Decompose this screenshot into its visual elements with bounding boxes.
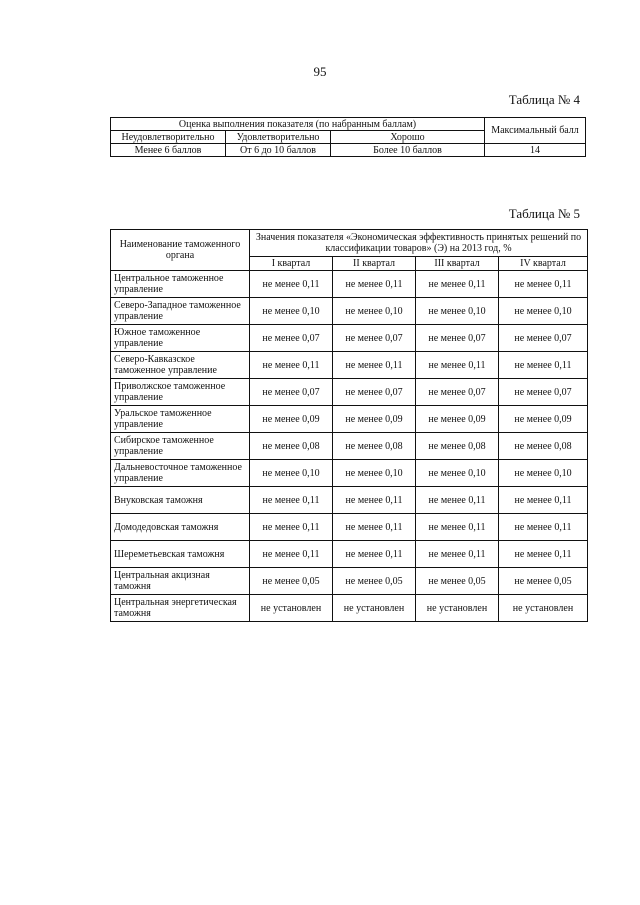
customs-org-name: Шереметьевская таможня: [111, 541, 250, 568]
table-row: [111, 271, 588, 298]
quarter-value-cell: не менее 0,09: [250, 406, 333, 433]
customs-org-name: Уральское таможенное управление: [111, 406, 250, 433]
table-row: [111, 568, 588, 595]
table-row: [111, 325, 588, 352]
quarter-value-cell: не менее 0,08: [333, 433, 416, 460]
quarter-value-cell: не менее 0,11: [499, 271, 588, 298]
table-row: [111, 487, 588, 514]
quarter-value-cell: не менее 0,11: [416, 541, 499, 568]
quarter-value-cell: не менее 0,11: [499, 487, 588, 514]
customs-org-name: Северо-Кавказское таможенное управление: [111, 352, 250, 379]
customs-org-name: Приволжское таможенное управление: [111, 379, 250, 406]
quarter-value-cell: не менее 0,11: [250, 487, 333, 514]
quarter-value-cell: не менее 0,11: [333, 514, 416, 541]
table4-cell: Менее 6 баллов: [111, 144, 226, 157]
quarter-value-cell: не менее 0,07: [499, 325, 588, 352]
quarter-value-cell: не менее 0,11: [250, 352, 333, 379]
customs-org-name: Северо-Западное таможенное управление: [111, 298, 250, 325]
quarter-value-cell: не менее 0,10: [499, 298, 588, 325]
customs-org-name: Центральная энергетическая таможня: [111, 595, 250, 622]
quarter-value-cell: не менее 0,11: [416, 271, 499, 298]
table5-values-header: Значения показателя «Экономическая эффективность принятых решений по классификации товаров» (Э) на 2013 год, %: [250, 230, 588, 257]
quarter-value-cell: не менее 0,11: [499, 352, 588, 379]
quarter-value-cell: не менее 0,10: [250, 460, 333, 487]
quarter-value-cell: не менее 0,11: [499, 541, 588, 568]
quarter-value-cell: не менее 0,08: [499, 433, 588, 460]
table-row: [111, 379, 588, 406]
quarter-value-cell: не менее 0,11: [499, 514, 588, 541]
quarter-value-cell: не менее 0,11: [333, 271, 416, 298]
quarter-value-cell: не менее 0,07: [333, 325, 416, 352]
table4-cell: Более 10 баллов: [331, 144, 485, 157]
page-number: 95: [313, 64, 327, 79]
table4-group-header: Оценка выполнения показателя (по набранным баллам): [111, 118, 485, 131]
table4-max-header: Максимальный балл: [485, 118, 586, 144]
customs-org-name: Центральное таможенное управление: [111, 271, 250, 298]
quarter-value-cell: не менее 0,11: [250, 271, 333, 298]
quarter-value-cell: не менее 0,07: [416, 379, 499, 406]
table4-cell: От 6 до 10 баллов: [226, 144, 331, 157]
table-row: [111, 298, 588, 325]
quarter-value-cell: не менее 0,09: [333, 406, 416, 433]
quarter-value-cell: не менее 0,10: [250, 298, 333, 325]
table4-col-header: Удовлетворительно: [226, 131, 331, 144]
quarter-value-cell: не менее 0,07: [333, 379, 416, 406]
table5-org-header: Наименование таможенного органа: [111, 230, 250, 271]
quarter-value-cell: не установлен: [416, 595, 499, 622]
quarter-value-cell: не менее 0,11: [333, 487, 416, 514]
quarter-value-cell: не установлен: [499, 595, 588, 622]
table-row: [111, 514, 588, 541]
quarter-value-cell: не установлен: [250, 595, 333, 622]
customs-org-name: Дальневосточное таможенное управление: [111, 460, 250, 487]
quarter-value-cell: не менее 0,05: [250, 568, 333, 595]
quarter-value-cell: не менее 0,05: [416, 568, 499, 595]
table5-quarter-header: II квартал: [333, 257, 416, 271]
quarter-value-cell: не менее 0,10: [499, 460, 588, 487]
customs-org-name: Внуковская таможня: [111, 487, 250, 514]
table4-col-header: Хорошо: [331, 131, 485, 144]
quarter-value-cell: не менее 0,10: [333, 298, 416, 325]
table5-caption: Таблица № 5: [508, 206, 580, 221]
quarter-value-cell: не менее 0,07: [499, 379, 588, 406]
quarter-value-cell: не менее 0,07: [250, 325, 333, 352]
table-row: [111, 595, 588, 622]
quarter-value-cell: не менее 0,07: [250, 379, 333, 406]
quarter-value-cell: не менее 0,10: [333, 460, 416, 487]
quarter-value-cell: не менее 0,08: [250, 433, 333, 460]
customs-org-name: Центральная акцизная таможня: [111, 568, 250, 595]
quarter-value-cell: не менее 0,11: [416, 352, 499, 379]
customs-org-name: Домодедовская таможня: [111, 514, 250, 541]
table5-quarter-header: I квартал: [250, 257, 333, 271]
quarter-value-cell: не менее 0,07: [416, 325, 499, 352]
quarter-value-cell: не менее 0,10: [416, 298, 499, 325]
customs-org-name: Сибирское таможенное управление: [111, 433, 250, 460]
quarter-value-cell: не менее 0,11: [250, 541, 333, 568]
table-5: [110, 229, 588, 622]
table-row: [111, 433, 588, 460]
table-row: [111, 541, 588, 568]
quarter-value-cell: не менее 0,05: [333, 568, 416, 595]
table4-cell: 14: [485, 144, 586, 157]
quarter-value-cell: не менее 0,11: [333, 352, 416, 379]
quarter-value-cell: не менее 0,09: [416, 406, 499, 433]
table-row: [111, 406, 588, 433]
quarter-value-cell: не менее 0,11: [416, 487, 499, 514]
quarter-value-cell: не менее 0,10: [416, 460, 499, 487]
table-4: [110, 117, 586, 157]
quarter-value-cell: не менее 0,09: [499, 406, 588, 433]
table4-col-header: Неудовлетворительно: [111, 131, 226, 144]
customs-org-name: Южное таможенное управление: [111, 325, 250, 352]
table5-quarter-header: III квартал: [416, 257, 499, 271]
table5-quarter-header: IV квартал: [499, 257, 588, 271]
quarter-value-cell: не менее 0,11: [416, 514, 499, 541]
table-row: [111, 460, 588, 487]
quarter-value-cell: не менее 0,11: [250, 514, 333, 541]
quarter-value-cell: не установлен: [333, 595, 416, 622]
quarter-value-cell: не менее 0,08: [416, 433, 499, 460]
quarter-value-cell: не менее 0,11: [333, 541, 416, 568]
table-row: [111, 352, 588, 379]
quarter-value-cell: не менее 0,05: [499, 568, 588, 595]
table4-caption: Таблица № 4: [508, 92, 580, 107]
